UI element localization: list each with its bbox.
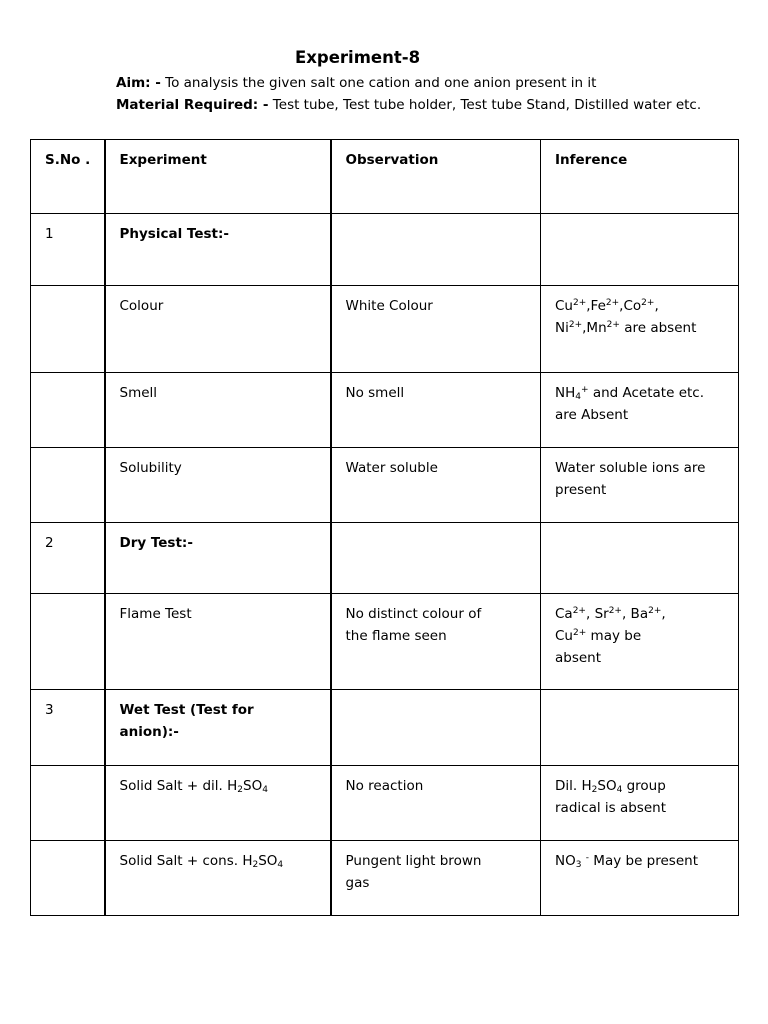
table-row xyxy=(31,373,739,448)
text-run: ,Mn xyxy=(582,320,607,336)
text-run: gas xyxy=(345,875,370,891)
superscript: 2+ xyxy=(572,298,587,308)
subscript: 4 xyxy=(575,392,581,402)
text-run: Smell xyxy=(119,385,158,401)
text-run: the flame seen xyxy=(345,628,447,644)
cell-observation xyxy=(331,841,541,916)
table-row xyxy=(31,594,739,690)
header-row xyxy=(31,140,739,214)
cell-inference xyxy=(541,214,739,286)
cell-sno: 3 xyxy=(31,690,105,766)
cell-sno xyxy=(31,766,105,841)
superscript: - xyxy=(585,853,590,863)
cell-sno xyxy=(31,594,105,690)
text-run: SO xyxy=(597,778,617,794)
text-run: Physical Test:- xyxy=(119,226,229,242)
cell-observation xyxy=(331,766,541,841)
cell-observation xyxy=(331,523,541,594)
text-run: Water soluble ions are xyxy=(555,460,706,476)
cell-inference xyxy=(541,523,739,594)
cell-sno: 1 xyxy=(31,214,105,286)
text-run: Water soluble xyxy=(345,460,438,476)
text-run: SO xyxy=(258,853,278,869)
table-body xyxy=(31,140,739,916)
header-sno: S.No . xyxy=(31,140,105,214)
material-text: Test tube, Test tube holder, Test tube Stand, Distilled water etc. xyxy=(268,97,702,113)
cell-experiment xyxy=(105,594,331,690)
table-row xyxy=(31,766,739,841)
subscript: 2 xyxy=(252,860,259,870)
superscript: + xyxy=(580,385,589,395)
cell-sno xyxy=(31,448,105,523)
text-run: are Absent xyxy=(555,407,629,423)
cell-inference xyxy=(541,448,739,523)
text-run: ,Co xyxy=(619,298,642,314)
cell-experiment xyxy=(105,373,331,448)
cell-experiment xyxy=(105,448,331,523)
text-run: Dil. H xyxy=(555,778,592,794)
text-run: absent xyxy=(555,650,602,666)
table-row xyxy=(31,448,739,523)
text-run: ,Fe xyxy=(586,298,606,314)
text-run: White Colour xyxy=(345,298,433,314)
text-run: , xyxy=(661,606,666,622)
superscript: 2+ xyxy=(606,320,620,330)
aim-text: To analysis the given salt one cation and one anion present in it xyxy=(160,75,597,91)
cell-sno xyxy=(31,841,105,916)
text-run: and Acetate etc. xyxy=(588,385,705,401)
text-run: Flame Test xyxy=(119,606,192,622)
text-run: , Sr xyxy=(585,606,609,622)
subscript: 4 xyxy=(616,785,623,795)
text-run: Solubility xyxy=(119,460,182,476)
cell-sno xyxy=(31,286,105,373)
superscript: 2+ xyxy=(641,298,655,308)
text-run: SO xyxy=(243,778,263,794)
text-run: Solid Salt + cons. H xyxy=(119,853,253,869)
header-inference: Inference xyxy=(541,140,739,214)
text-run: radical is absent xyxy=(555,800,666,816)
page-title: Experiment-8 xyxy=(295,48,421,67)
text-run: May be present xyxy=(589,853,698,869)
cell-experiment xyxy=(105,841,331,916)
cell-inference xyxy=(541,594,739,690)
text-run: Pungent light brown xyxy=(345,853,482,869)
cell-observation xyxy=(331,594,541,690)
text-run: Solid Salt + dil. H xyxy=(119,778,238,794)
cell-inference xyxy=(541,841,739,916)
text-run: , xyxy=(654,298,659,314)
superscript: 2+ xyxy=(605,298,620,308)
cell-inference xyxy=(541,286,739,373)
subscript: 3 xyxy=(575,860,582,870)
text-run: Ca xyxy=(555,606,573,622)
cell-observation xyxy=(331,373,541,448)
subscript: 4 xyxy=(262,785,268,795)
table-row xyxy=(31,523,739,594)
cell-observation xyxy=(331,214,541,286)
table-row xyxy=(31,214,739,286)
cell-experiment xyxy=(105,286,331,373)
text-run: may be xyxy=(586,628,642,644)
cell-experiment xyxy=(105,523,331,594)
material-line xyxy=(116,97,701,113)
text-run: No reaction xyxy=(345,778,424,794)
cell-sno xyxy=(31,373,105,448)
superscript: 2+ xyxy=(568,320,583,330)
text-run: No smell xyxy=(345,385,405,401)
subscript: 2 xyxy=(237,785,244,795)
subscript: 4 xyxy=(277,860,284,870)
text-run: present xyxy=(555,482,607,498)
cell-observation xyxy=(331,286,541,373)
superscript: 2+ xyxy=(572,606,586,616)
text-run: Ni xyxy=(555,320,569,336)
material-label: Material Required: - xyxy=(116,97,269,113)
table-row xyxy=(31,690,739,766)
text-run: are absent xyxy=(619,320,697,336)
text-run: Dry Test:- xyxy=(119,535,193,551)
header-observation: Observation xyxy=(331,140,541,214)
cell-inference xyxy=(541,690,739,766)
text-run: group xyxy=(622,778,666,794)
superscript: 2+ xyxy=(648,606,662,616)
text-run: NO xyxy=(555,853,576,869)
subscript: 2 xyxy=(591,785,598,795)
text-run: NH xyxy=(555,385,576,401)
text-run: Colour xyxy=(119,298,164,314)
cell-experiment xyxy=(105,690,331,766)
cell-inference xyxy=(541,373,739,448)
aim-label: Aim: - xyxy=(116,75,161,91)
text-run: Cu xyxy=(555,628,573,644)
cell-observation xyxy=(331,448,541,523)
superscript: 2+ xyxy=(608,606,622,616)
text-run: No distinct colour of xyxy=(345,606,482,622)
cell-sno: 2 xyxy=(31,523,105,594)
superscript: 2+ xyxy=(572,628,587,638)
text-run: Cu xyxy=(555,298,573,314)
cell-inference xyxy=(541,766,739,841)
experiment-table xyxy=(30,139,739,916)
cell-experiment xyxy=(105,214,331,286)
cell-observation xyxy=(331,690,541,766)
table-row xyxy=(31,841,739,916)
text-run: anion):- xyxy=(119,724,179,740)
header-experiment: Experiment xyxy=(105,140,331,214)
table-row xyxy=(31,286,739,373)
cell-experiment xyxy=(105,766,331,841)
text-run: Wet Test (Test for xyxy=(119,702,254,718)
text-run: , Ba xyxy=(621,606,649,622)
aim-line xyxy=(116,75,596,91)
